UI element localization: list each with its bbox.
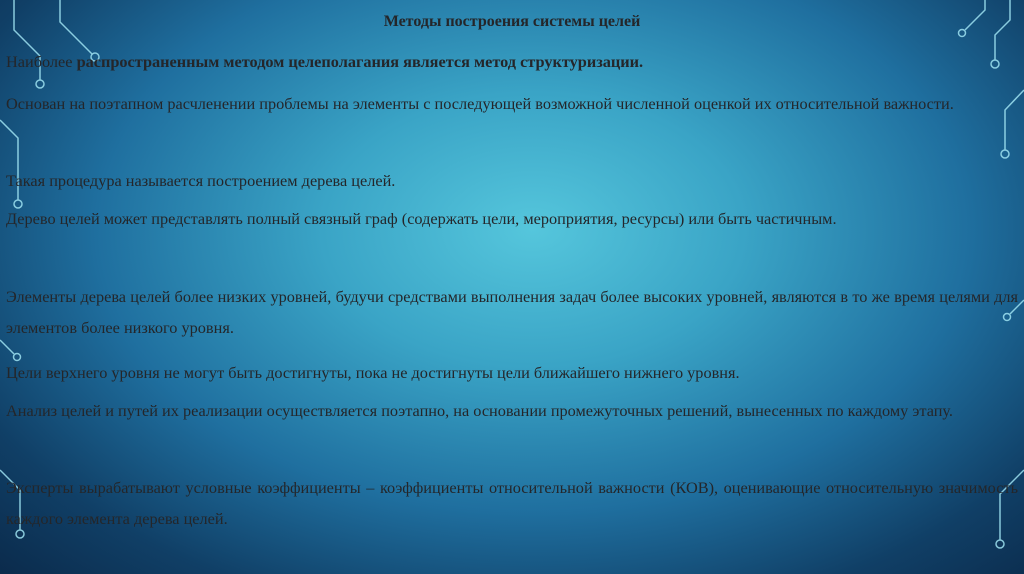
intro-prefix: Наиболее <box>6 52 77 71</box>
paragraph-7: Эксперты вырабатывают условные коэффициенты – коэффициенты относительной важности (КОВ), оценивающие относительную значимость каждого элемента дерева целей. <box>6 478 1018 528</box>
intro-paragraph <box>6 46 1018 77</box>
paragraph-3: Дерево целей может представлять полный связный граф (содержать цели, мероприятия, ресурсы) или быть частичным. <box>6 209 837 228</box>
paragraph-5: Цели верхнего уровня не могут быть достигнуты, пока не достигнуты цели ближайшего нижнего уровня. <box>6 363 740 382</box>
paragraph-4: Элементы дерева целей более низких уровней, будучи средствами выполнения задач более высоких уровней, являются в то же время целями для элементов более низкого уровня. <box>6 287 1018 337</box>
paragraph-1: Основан на поэтапном расчленении проблемы на элементы с последующей возможной численной оценкой их относительной важности. <box>6 94 954 113</box>
intro-bold-text: распространенным методом целеполагания является метод структуризации. <box>76 52 644 71</box>
paragraph-2: Такая процедура называется построением дерева целей. <box>6 171 396 190</box>
paragraph-6: Анализ целей и путей их реализации осуществляется поэтапно, на основании промежуточных решений, вынесенных по каждому этапу. <box>6 401 953 420</box>
slide-content <box>6 0 1018 574</box>
slide-title: Методы построения системы целей <box>383 13 641 30</box>
